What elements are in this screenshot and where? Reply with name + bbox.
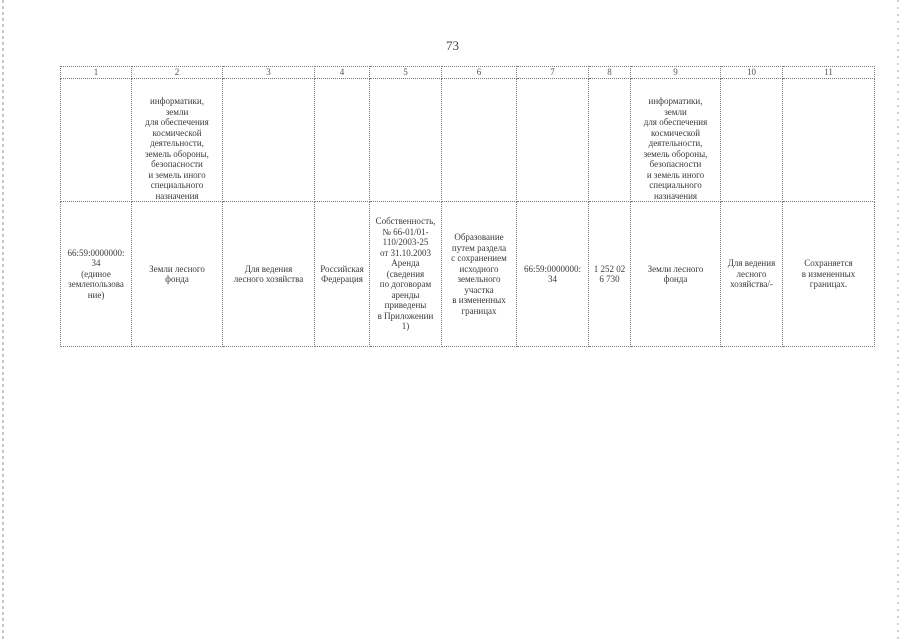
land-plot-table bbox=[60, 66, 875, 347]
area-cell: 1 252 02 6 730 bbox=[589, 202, 631, 347]
cadastral-number-cell: 66:59:0000000: 34 (единое землепользова ние) bbox=[61, 202, 132, 347]
column-number-4: 4 bbox=[315, 67, 370, 79]
column-number-10: 10 bbox=[721, 67, 783, 79]
table-cell bbox=[315, 79, 370, 202]
column-number-9: 9 bbox=[631, 67, 721, 79]
rights-cell: Собственность, № 66-01/01- 110/2003-25 от 31.10.2003 Аренда (сведения по договорам аренды приведены в Приложении 1) bbox=[370, 202, 442, 347]
column-number-1: 1 bbox=[61, 67, 132, 79]
owner-cell: Российская Федерация bbox=[315, 202, 370, 347]
column-number-5: 5 bbox=[370, 67, 442, 79]
table-cell bbox=[223, 79, 315, 202]
new-cadastral-number-cell: 66:59:0000000: 34 bbox=[517, 202, 589, 347]
table-header-row bbox=[61, 67, 875, 79]
table-cell bbox=[61, 79, 132, 202]
table-cell bbox=[370, 79, 442, 202]
column-number-6: 6 bbox=[442, 67, 517, 79]
scan-edge-right bbox=[897, 0, 899, 640]
new-land-category-cell: Земли лесного фонда bbox=[631, 202, 721, 347]
column-number-8: 8 bbox=[589, 67, 631, 79]
table-row bbox=[61, 79, 875, 202]
table-cell bbox=[589, 79, 631, 202]
new-permitted-use-cell: Для ведения лесного хозяйства/- bbox=[721, 202, 783, 347]
page-number: 73 bbox=[446, 38, 459, 53]
formation-method-cell: Образование путем раздела с сохранением исходного земельного участка в измененных границах bbox=[442, 202, 517, 347]
table-cell: информатики, земли для обеспечения космической деятельности, земель обороны, безопасности и земель иного специального назначения bbox=[132, 79, 223, 202]
note-cell: Сохраняется в измененных границах. bbox=[783, 202, 875, 347]
column-number-3: 3 bbox=[223, 67, 315, 79]
table-cell: информатики, земли для обеспечения космической деятельности, земель обороны, безопасности и земель иного специального назначения bbox=[631, 79, 721, 202]
scan-edge-left bbox=[2, 0, 4, 640]
column-number-2: 2 bbox=[132, 67, 223, 79]
permitted-use-cell: Для ведения лесного хозяйства bbox=[223, 202, 315, 347]
table-cell bbox=[442, 79, 517, 202]
table-cell bbox=[783, 79, 875, 202]
table-cell bbox=[721, 79, 783, 202]
column-number-7: 7 bbox=[517, 67, 589, 79]
column-number-11: 11 bbox=[783, 67, 875, 79]
table-row bbox=[61, 202, 875, 347]
table-cell bbox=[517, 79, 589, 202]
land-category-cell: Земли лесного фонда bbox=[132, 202, 223, 347]
